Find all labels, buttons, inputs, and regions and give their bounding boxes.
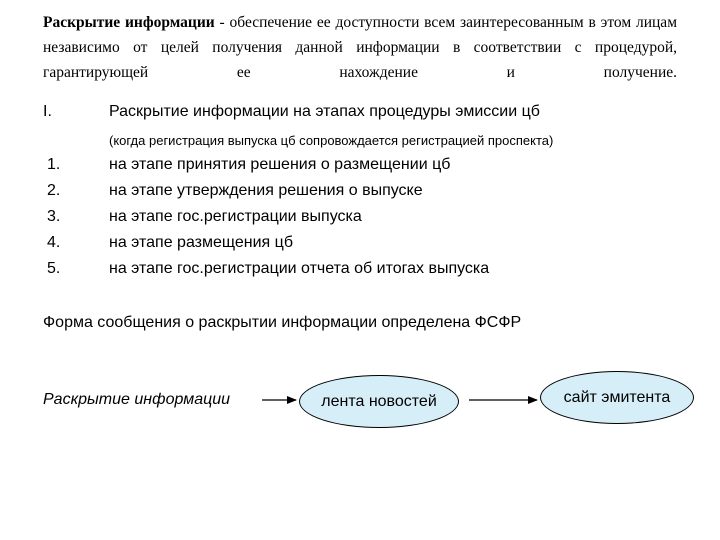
news-feed-label: лента новостей — [321, 392, 437, 410]
section-heading: Раскрытие информации на этапах процедуры эмиссии цб — [109, 103, 540, 120]
definition-term: Раскрытие информации — [43, 14, 215, 31]
stage-item: на этапе гос.регистрации отчета об итогах выпуска — [109, 260, 490, 277]
stage-item: на этапе принятия решения о размещении цб — [109, 156, 451, 173]
stage-item: на этапе гос.регистрации выпуска — [109, 208, 362, 225]
stage-item: на этапе утверждения решения о выпуске — [109, 182, 423, 199]
definition-text: - обеспечение ее доступности всем заинтересованным в этом лицам независимо от целей получения данной информации в соответствии с процедурой, гарантирующей ее нахождение и получение. — [43, 14, 677, 81]
section-roman-numeral: I. — [43, 103, 52, 120]
stage-number: 3. — [47, 208, 61, 225]
flow-start-label: Раскрытие информации — [43, 391, 231, 408]
issuer-site-oval — [540, 371, 694, 424]
stage-number: 5. — [47, 260, 61, 277]
stage-number: 4. — [47, 234, 61, 251]
stage-number: 2. — [47, 182, 61, 199]
section-note: (когда регистрация выпуска цб сопровождается регистрацией проспекта) — [109, 133, 554, 148]
stage-item: на этапе размещения цб — [109, 234, 293, 251]
issuer-site-label: сайт эмитента — [563, 388, 671, 406]
form-statement: Форма сообщения о раскрытии информации определена ФСФР — [43, 314, 522, 331]
news-feed-oval — [299, 375, 459, 428]
stage-number: 1. — [47, 156, 61, 173]
